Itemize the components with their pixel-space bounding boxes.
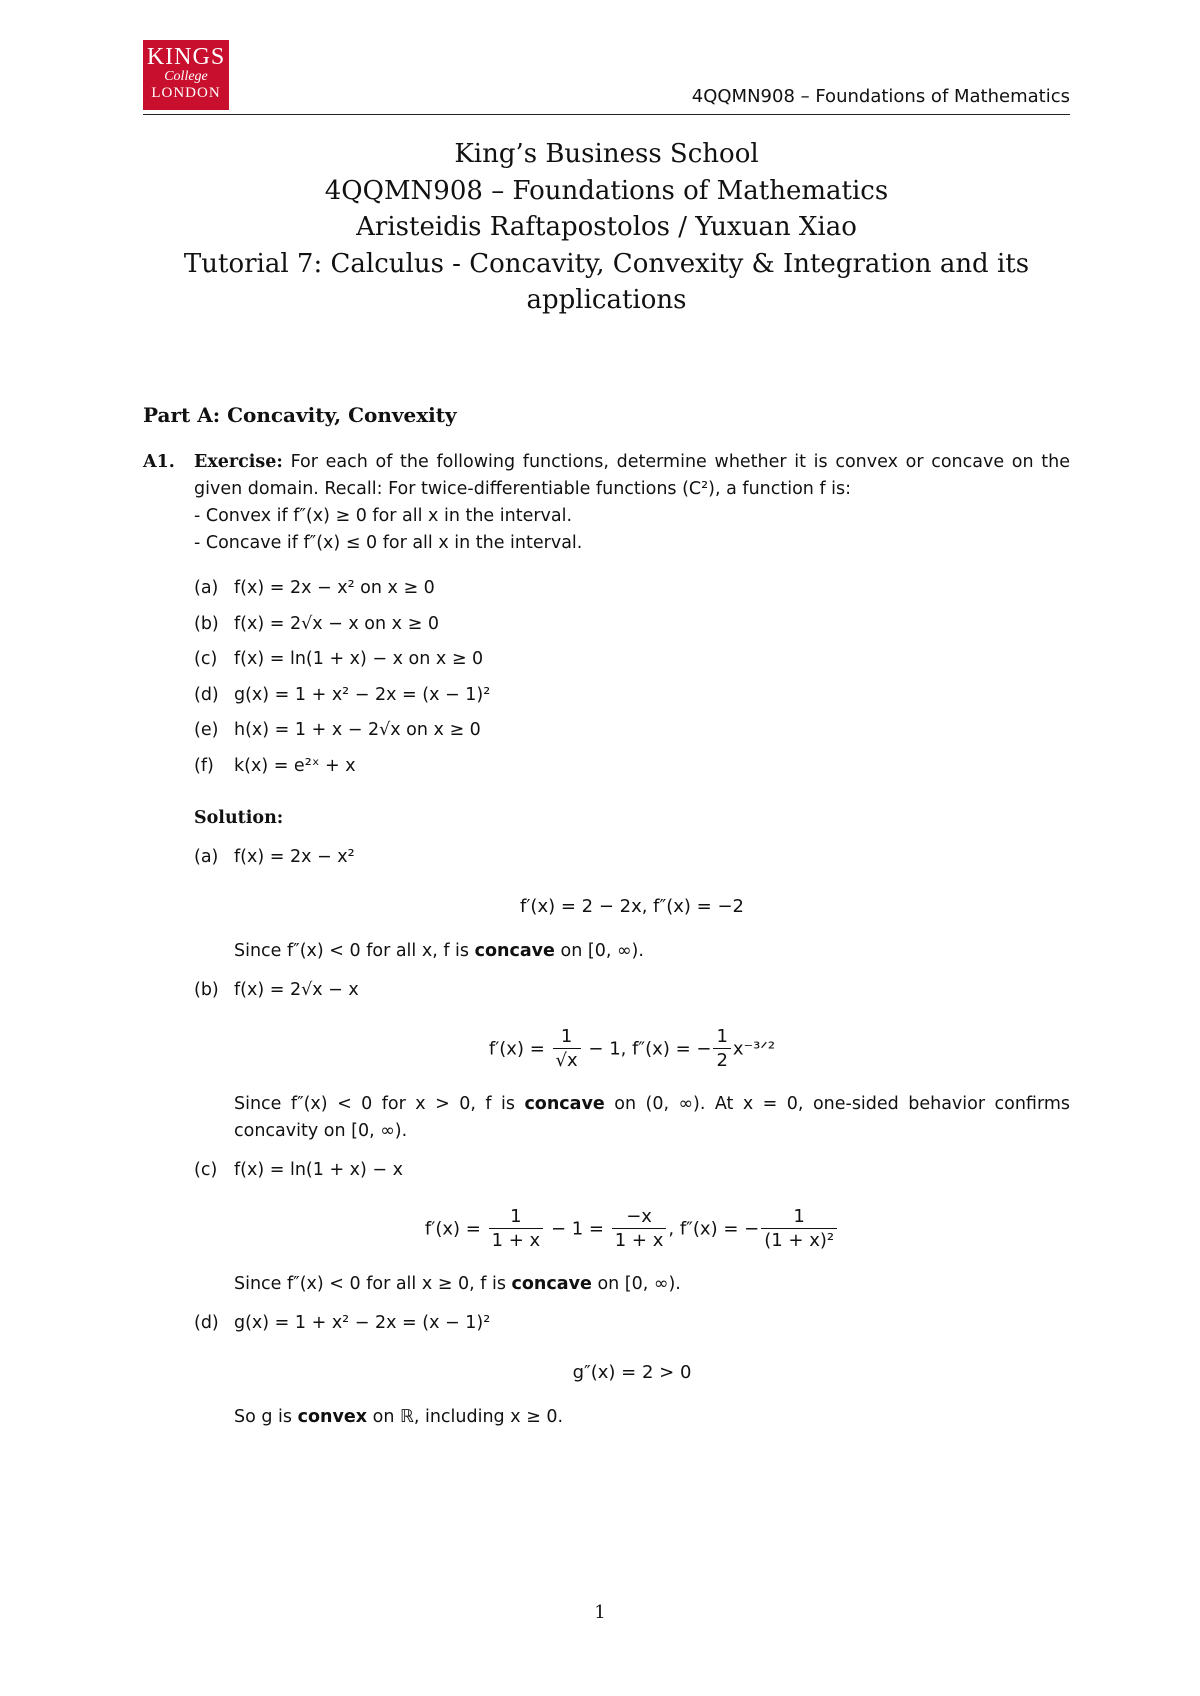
solution-note: So g is convex on ℝ, including x ≥ 0. (234, 1406, 564, 1427)
exercise-intro-text: For each of the following functions, determine whether it is convex or concave on the given domain. Recall: For twice-differentiable functions (C²), a function f is: (194, 452, 1070, 499)
exercise-label: A1. (143, 452, 175, 472)
header-rule (143, 114, 1070, 115)
fraction: $\frac{-x}{1 + x}$ (612, 1206, 667, 1253)
solution-function: f(x) = 2x − x² (234, 846, 355, 867)
solution-item-d: (d) g(x) = 1 + x² − 2x = (x − 1)² g″(x) = 2 > 0 So g is convex on ℝ, including x ≥ 0. (194, 1310, 1070, 1431)
solution-function: f(x) = 2√x − x (234, 979, 359, 1000)
solution-note: Since f″(x) < 0 for all x ≥ 0, f is concave on [0, ∞). (234, 1273, 681, 1294)
display-equation: f′(x) = $\frac{1}{1 + x}$ − 1 = $\frac{-x}{1 + x}$ , f″(x) = − $\frac{1}{\text{(1 + x)²}}$ (194, 1206, 1070, 1253)
list-item: (d) g(x) = 1 + x² − 2x = (x − 1)² (194, 684, 491, 705)
page-number: 1 (594, 1602, 606, 1623)
list-item: (a) f(x) = 2x − x² on x ≥ 0 (194, 578, 435, 598)
main-content (143, 402, 1070, 1431)
fraction: $\frac{1}{1 + x}$ (489, 1206, 544, 1253)
fraction: $\frac{1}{\text{(1 + x)²}}$ (761, 1206, 837, 1253)
list-item: (e) h(x) = 1 + x − 2√x on x ≥ 0 (194, 720, 481, 741)
solution-item-c: (c) f(x) = ln(1 + x) − x f′(x) = $\frac{1}{1 + x}$ − 1 = $\frac{-x}{1 + x}$ , f″(x) = − $\frac{1}{\text{(1 + x)²}}$ Since f″(x) < 0 for all x ≥ 0, f is concave on [0, ∞). (194, 1157, 1070, 1298)
function-list (194, 571, 1070, 785)
title-line: Aristeidis Raftapostolos / Yuxuan Xiao (356, 212, 857, 242)
solution-item-b: (b) f(x) = 2√x − x f′(x) = $\frac{1}{√x}$ − 1, f″(x) = − $\frac{1}{2}$ x⁻³ᐟ² Since f″(x) < 0 for x > 0, f is concave on (0, ∞). At x = 0, one-sided behavior confirms concavity on [0, ∞). (194, 977, 1070, 1145)
running-header: 4QQMN908 – Foundations of Mathematics (691, 86, 1070, 107)
solution-function: g(x) = 1 + x² − 2x = (x − 1)² (234, 1312, 491, 1333)
solution-note: Since f″(x) < 0 for x > 0, f is concave on (0, ∞). At x = 0, one-sided behavior confirms concavity on [0, ∞). (234, 1093, 1070, 1141)
display-equation: g″(x) = 2 > 0 (572, 1361, 692, 1383)
title-line: 4QQMN908 – Foundations of Mathematics (324, 175, 889, 206)
solution-heading: Solution: (194, 807, 284, 828)
title-line: applications (526, 285, 687, 315)
display-equation: f′(x) = 2 − 2x, f″(x) = −2 (520, 895, 744, 917)
display-equation: f′(x) = $\frac{1}{√x}$ − 1, f″(x) = − $\frac{1}{2}$ x⁻³ᐟ² (488, 1025, 776, 1071)
exercise-rule: - Concave if f″(x) ≤ 0 for all x in the interval. (194, 533, 583, 553)
exercise-intro (194, 449, 1070, 503)
list-item: (c) f(x) = ln(1 + x) − x on x ≥ 0 (194, 649, 484, 670)
fraction: $\frac{1}{2}$ (713, 1026, 730, 1073)
title-line: King’s Business School (454, 139, 759, 169)
solution-note: Since f″(x) < 0 for all x, f is concave on [0, ∞). (234, 940, 644, 961)
title-block (143, 136, 1070, 319)
exercise-rule: - Convex if f″(x) ≥ 0 for all x in the interval. (194, 506, 573, 526)
fraction: $\frac{1}{√x}$ (553, 1026, 581, 1073)
solution-function: f(x) = ln(1 + x) − x (234, 1159, 403, 1180)
exercise-a1 (143, 449, 1070, 1431)
solution-item-a: (a) f(x) = 2x − x² f′(x) = 2 − 2x, f″(x) = −2 Since f″(x) < 0 for all x, f is concave on [0, ∞). (194, 844, 1070, 965)
list-item: (f) k(x) = e²ˣ + x (194, 755, 356, 776)
exercise-bold: Exercise: (194, 452, 283, 472)
title-line: Tutorial 7: Calculus - Concavity, Convexity & Integration and its (183, 248, 1030, 279)
part-heading: Part A: Concavity, Convexity (143, 403, 457, 427)
kings-college-london-logo: KINGS College LONDON (143, 40, 229, 110)
list-item: (b) f(x) = 2√x − x on x ≥ 0 (194, 613, 439, 634)
